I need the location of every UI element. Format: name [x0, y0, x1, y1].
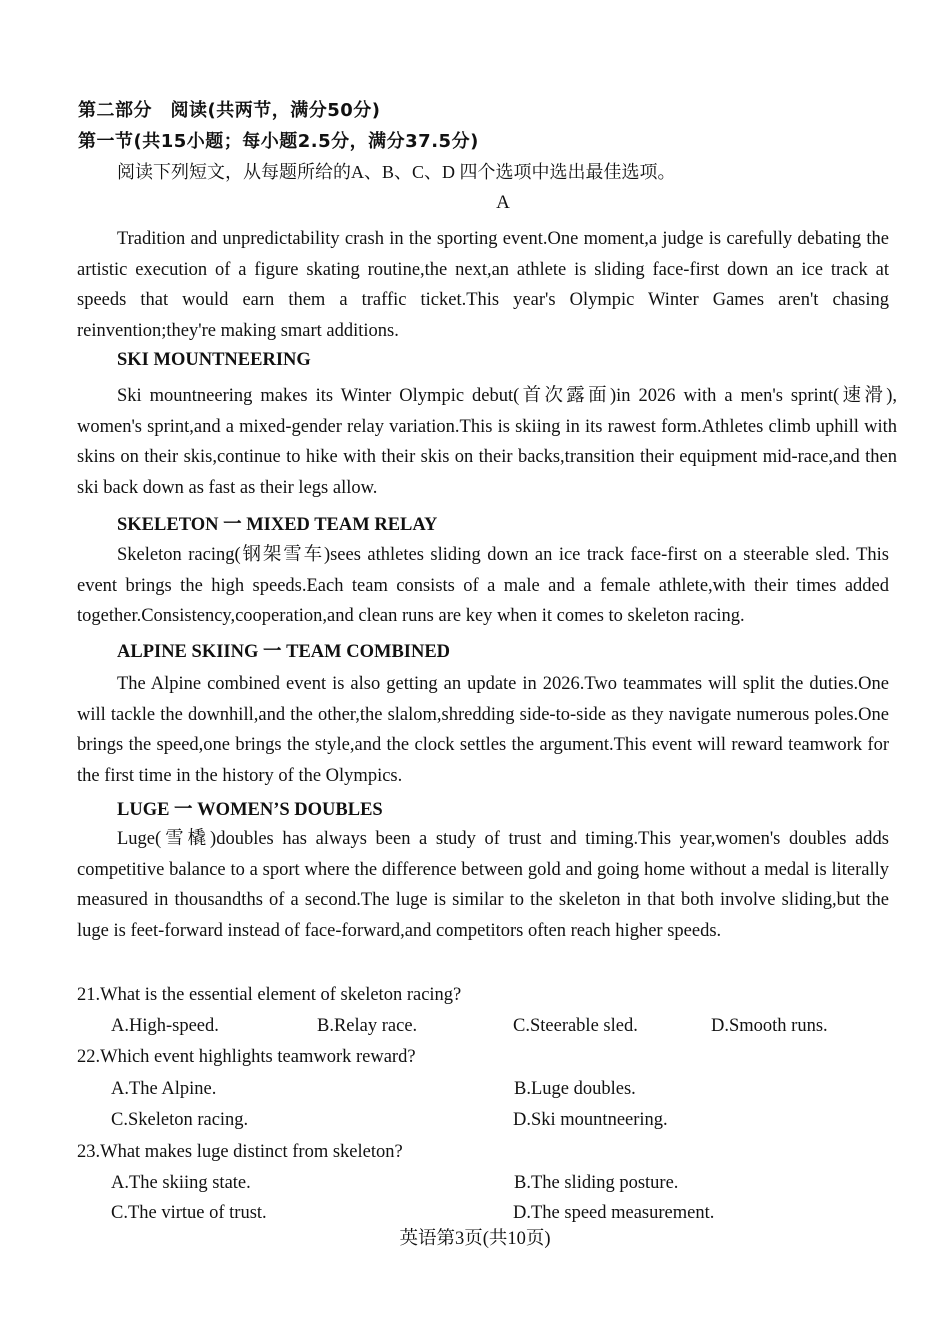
part-heading: 第二部分 阅读(共两节，满分50分) — [78, 100, 381, 121]
section-body-alpine: The Alpine combined event is also getting an update in 2026.Two teammates will split the duties.One will tackle the downhill,and the other,the slalom,shredding side-to-side as they navigate numerous poles.One brings the speed,one brings the style,and the clock settles the argument.This event will reward teamwork for the first time in the history of the Olympics. — [77, 674, 889, 786]
page-footer: 英语第3页(共10页) — [399, 1229, 551, 1249]
question-22: 22.Which event highlights teamwork reward? — [77, 1047, 416, 1067]
passage-intro: Tradition and unpredictability crash in the sporting event.One moment,a judge is carefully debating the artistic execution of a figure skating routine,the next,an athlete is sliding face-first down an ice track at speeds that would earn them a traffic ticket.This year's Olympic Winter Games aren't chasing reinvention;they're making smart additions. — [77, 229, 889, 341]
section-heading: 第一节(共15小题；每小题2.5分，满分37.5分) — [78, 131, 479, 152]
q21-option-d[interactable]: D.Smooth runs. — [711, 1016, 828, 1036]
q23-option-a[interactable]: A.The skiing state. — [111, 1173, 251, 1193]
question-21: 21.What is the essential element of skeleton racing? — [77, 985, 462, 1005]
q22-option-c[interactable]: C.Skeleton racing. — [111, 1110, 249, 1130]
q21-option-a[interactable]: A.High-speed. — [111, 1016, 219, 1036]
q23-option-d[interactable]: D.The speed measurement. — [513, 1203, 715, 1223]
question-23: 23.What makes luge distinct from skeleton? — [77, 1142, 403, 1162]
instruction-text: 阅读下列短文，从每题所给的A、B、C、D 四个选项中选出最佳选项。 — [117, 162, 676, 182]
section-heading-ski: SKI MOUNTNEERING — [117, 350, 311, 370]
section-heading-skeleton: SKELETON 一 MIXED TEAM RELAY — [117, 515, 438, 535]
section-body-skeleton: Skeleton racing(钢架雪车)sees athletes sliding down an ice track face-first on a steerable sled. This event brings the high speeds.Each team consists of a male and a female athlete,with their times added together.Consistency,cooperation,and clean runs are key when it comes to skeleton racing. — [77, 545, 889, 626]
passage-label: A — [496, 192, 510, 213]
q23-option-c[interactable]: C.The virtue of trust. — [111, 1203, 267, 1223]
q21-option-c[interactable]: C.Steerable sled. — [513, 1016, 638, 1036]
section-heading-alpine: ALPINE SKIING 一 TEAM COMBINED — [117, 642, 451, 662]
q22-option-a[interactable]: A.The Alpine. — [111, 1079, 217, 1099]
q21-option-b[interactable]: B.Relay race. — [317, 1016, 418, 1036]
q23-option-b[interactable]: B.The sliding posture. — [514, 1173, 679, 1193]
section-body-luge: Luge(雪橇)doubles has always been a study of trust and timing.This year,women's doubles adds competitive balance to a sport where the difference between gold and going home without a medal is literally measured in thousandths of a second.The luge is similar to the skeleton in that both involve sliding,but the luge is feet-forward instead of face-forward,and competitors often reach higher speeds. — [77, 829, 889, 941]
section-body-ski: Ski mountneering makes its Winter Olympic debut(首次露面)in 2026 with a men's sprint(速滑), women's sprint,and a mixed-gender relay variation.This is skiing in its rawest form.Athletes climb uphill with skins on their skis,continue to hike with their skis on their backs,transition their equipment mid-race,and then ski back down as fast as their legs allow. — [77, 386, 897, 498]
q22-option-b[interactable]: B.Luge doubles. — [514, 1079, 636, 1099]
section-heading-luge: LUGE 一 WOMEN’S DOUBLES — [117, 800, 383, 820]
q22-option-d[interactable]: D.Ski mountneering. — [513, 1110, 668, 1130]
